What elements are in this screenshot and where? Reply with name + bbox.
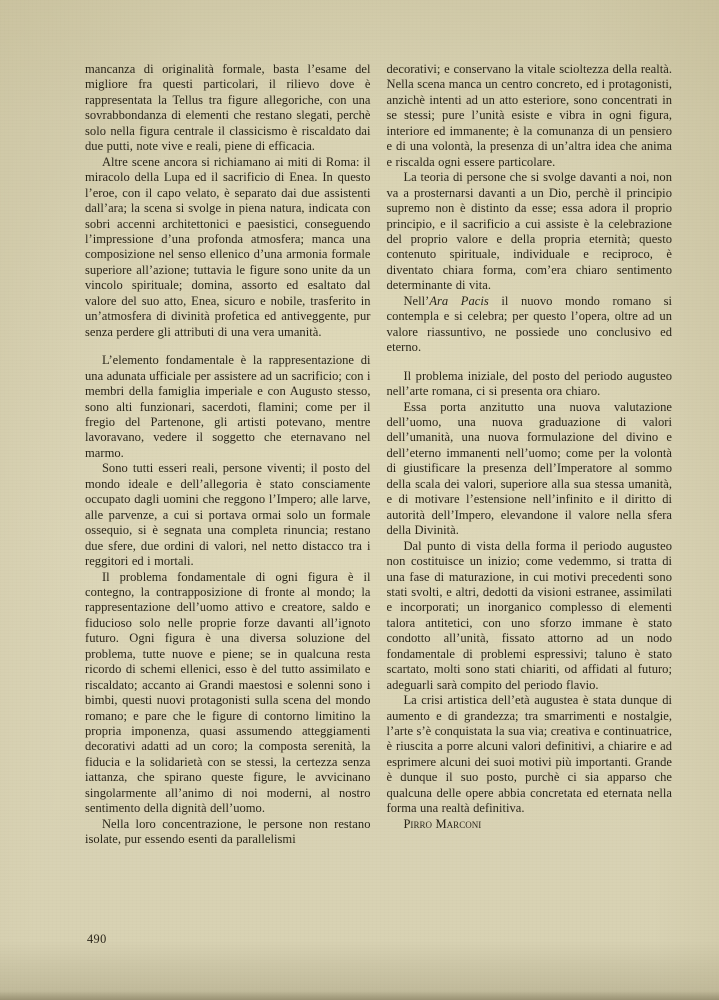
paragraph: Dal punto di vista della forma il periodo augusteo non costituisce un inizio; come vedemmo, si tratta di una fase di maturazione, in cui motivi precedenti sono stati svolti, e altri, dedotti da visioni estranee, assimilati e incorporati; un inorganico complesso di elementi talora antitetici, con uno sforzo immane è stato condotto all’unità, fissato attorno ad un nodo fondamentale di problemi espressivi; taluno è stato scartato, molti sono stati chiariti, od affidati al futuro; adeguarli sarà compito del periodo flavio. — [386, 538, 672, 692]
page-number: 490 — [87, 932, 107, 946]
paragraph-text-after: il nuovo mondo romano si contempla e si celebra; per questo l’opera, oltre ad un valore riassuntivo, ne possiede uno conclusivo ed eterno. — [386, 293, 673, 355]
author-signature: Pirro Marconi — [403, 816, 482, 831]
work-title-ara-pacis: Ara Pacis — [429, 293, 489, 308]
paragraph: mancanza di originalità formale, basta l’esame del migliore fra questi particolari, il rilievo dove è rappresentata la Tellus tra figure allegoriche, con una sovrabbondanza di elementi che restano slegati, perchè solo nella figura centrale il classicismo è riscaldato dai due putti, note vive e reali, piene di efficacia. — [85, 62, 371, 154]
paragraph: La crisi artistica dell’età augustea è stata dunque di aumento e di grandezza; tra smarrimenti e nostalgie, l’arte s’è conquistata la sua via; creativa e continuatrice, è riuscita a porre alcuni valori definitivi, a chiarire e ad esprimere alcuni dei suoi motivi più importanti. Grande è dunque il suo posto, purchè ci sia apparso che qualcuna delle opere abbia concretata ed eternata nella forma una realtà definitiva. — [386, 693, 672, 816]
paragraph-text-before: Nell’ — [403, 293, 430, 308]
paragraph: Sono tutti esseri reali, persone viventi; il posto del mondo ideale e dell’allegoria è stato consciamente occupato dagli uomini che reggono l’Impero; alle larve, alle parvenze, a cui si portava ormai solo un formale ossequio, si è segnata una completa rinuncia; restano due sfere, due ordini di valori, nel netto distacco tra i reggitori ed i mortali. — [85, 461, 371, 569]
paragraph: Il problema iniziale, del posto del periodo augusteo nell’arte romana, ci si presenta ora chiaro. — [386, 368, 672, 399]
left-text-column — [85, 62, 371, 848]
paragraph: Nella loro concentrazione, le persone non restano isolate, pur essendo esenti da parallelismi — [85, 816, 371, 847]
paragraph: decorativi; e conservano la vitale scioltezza della realtà. Nella scena manca un centro concreto, ed i protagonisti, anzichè intenti ad un atto esteriore, sono concentrati in se stessi; pure l’unità esiste e vibra in ogni figura, interiore ed immanente; è la comunanza di un pensiero e di una volontà, la presenza di un’altra idea che anima e riscalda ogni essere particolare. — [386, 62, 672, 169]
paragraph: Essa porta anzitutto una nuova valutazione dell’uomo, una nuova graduazione di valori dell’umanità, una nuova formulazione del divino e dell’eterno immanenti nell’uomo; come per la volontà di giustificare la presenza dell’Imperatore al sommo della scala dei valori, superiore alla sua stessa umanità, e di motivare l’estensione nell’infinito e il diritto di autorità dell’Impero, elevandone il valore nella sfera della Divinità. — [386, 399, 672, 538]
two-column-text-body — [85, 62, 672, 848]
paragraph-ara-pacis — [387, 294, 673, 356]
page-bottom-edge-shadow — [0, 991, 719, 1000]
paragraph: Altre scene ancora si richiamano ai miti di Roma: il miracolo della Lupa ed il sacrificio di Enea. In questo l’eroe, con il capo velato, è separato dai due assistenti dall’ara; la scena si svolge in piena natura, indicata con sobri accenni architettonici e paesistici, conseguendo l’impressione d’una profonda atmosfera; manca una composizione nel senso ellenico d’una armonia formale superiore all’azione; tuttavia le figure sono unite da un vincolo spirituale; domina, assorto ed esaltato dal valore del suo atto, Enea, sicuro e nobile, trasferito in un’atmosfera di divinità profetica ed antiveggente, pur senza perdere gli attributi di una vera umanità. — [85, 154, 371, 339]
paragraph: La teoria di persone che si svolge davanti a noi, non va a prosternarsi davanti a un Dio, perchè il principio supremo non è distinto da esse; essa adora il proprio principio, e il sacrificio a cui assiste è la celebrazione del proprio valore e della propria eternità; questo contenuto spirituale, individuale e reciproco, è diventato chiara forma, com’era chiaro sentimento determinante di vita. — [386, 170, 672, 293]
paragraph: L’elemento fondamentale è la rappresentazione di una adunata ufficiale per assistere ad un sacrificio; con i membri della famiglia imperiale e con Augusto stesso, sono alti funzionari, sacerdoti, flamini; come per il fregio del Partenone, gli artisti potevano, mentre lavoravano, vedere il soggetto che eternavano nel marmo. — [85, 353, 371, 460]
paragraph: Il problema fondamentale di ogni figura è il contegno, la contrapposizione di fronte al mondo; la rappresentazione dell’uomo attivo e creatore, saldo e fiducioso solo nelle proprie forze davanti all’ignoto futuro. Ogni figura è una diversa soluzione del problema, tutte nuove e piene; se in qualcuna resta ricordo di schemi ellenici, esso è del tutto assimilato e riscaldato; accanto ai Grandi maestosi e solenni sono i bimbi, questi nuovi protagonisti sulla scena del mondo romano; e pare che le figure di contorno limitino la propria imponenza, quasi assumendo atteggiamenti decorativi adatti ad un coro; la composta serenità, la fiducia e la solidarietà con se stessi, la certezza senza iattanza, che spirano queste figure, le avvicinano singolarmente all’animo di noi moderni, al nostro sentimento della dignità dell’uomo. — [85, 569, 371, 816]
right-text-column — [387, 62, 673, 832]
